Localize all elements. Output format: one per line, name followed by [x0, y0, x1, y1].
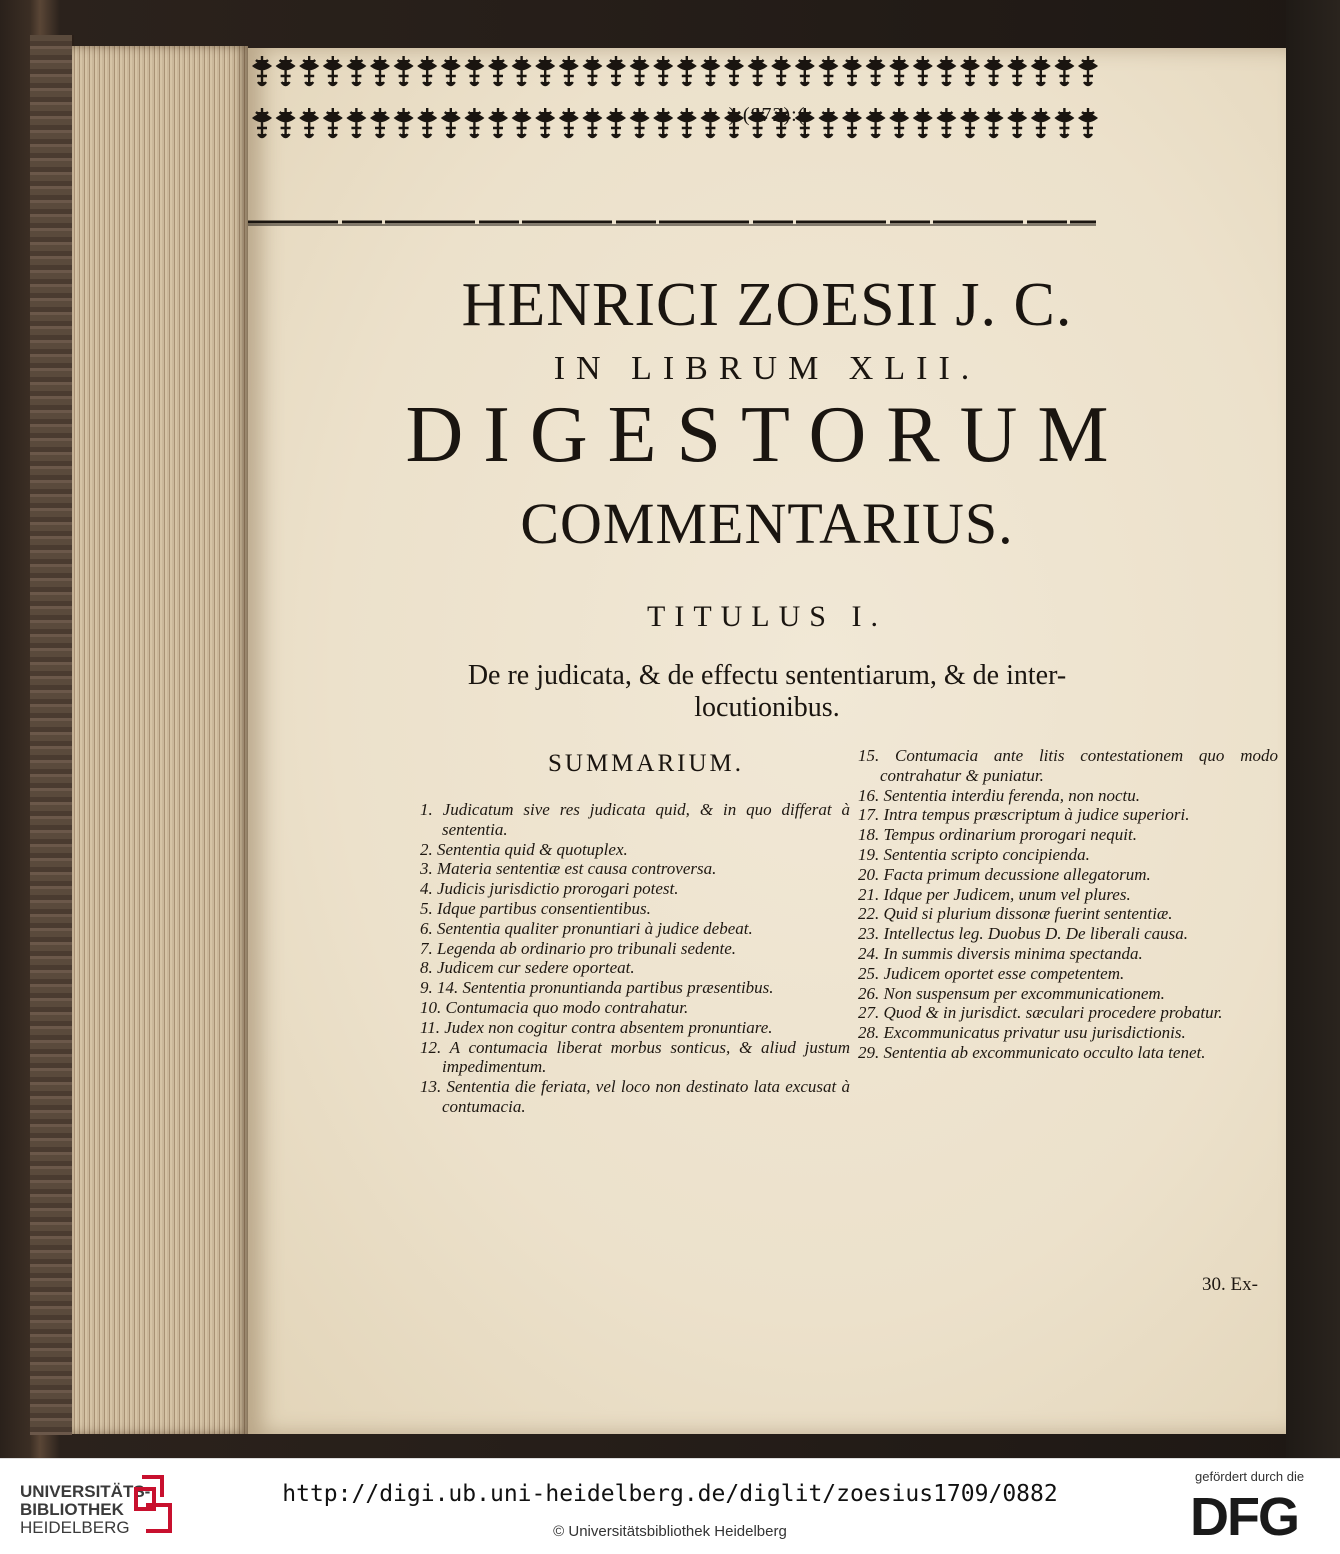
summary-entry: 12. A contumacia liberat morbus sonticus, & aliud justum impedimentum. — [420, 1037, 850, 1077]
summary-entry: 11. Judex non cogitur contra absentem pronuntiare. — [420, 1017, 773, 1037]
summary-entry: 15. Contumacia ante litis contestationem quo modo contrahatur & puniatur. — [858, 746, 1278, 785]
titulus-heading: TITULUS I. — [647, 600, 887, 633]
title-author: HENRICI ZOESII J. C. — [461, 271, 1073, 339]
summary-entry: 28. Excommunicatus privatur usu jurisdictionis. — [858, 1023, 1186, 1043]
book-page — [248, 48, 1286, 1434]
dfg-logo-icon: DFG — [1190, 1487, 1298, 1547]
decorative-ornament-band — [248, 48, 1106, 208]
summary-entry: 19. Sententia scripto concipienda. — [858, 844, 1090, 864]
copyright-notice: © Universitätsbibliothek Heidelberg — [553, 1523, 787, 1540]
summary-entry: 18. Tempus ordinarium prorogari nequit. — [858, 825, 1137, 845]
summary-entry: 7. Legenda ab ordinario pro tribunali sedente. — [420, 938, 737, 958]
catchword: 30. Ex- — [1202, 1274, 1258, 1295]
permalink-url[interactable]: http://digi.ub.uni-heidelberg.de/diglit/zoesius1709/0882 — [282, 1481, 1058, 1507]
summary-entry: 17. Intra tempus præscriptum à judice superiori. — [858, 805, 1190, 825]
scan-background — [1286, 0, 1340, 1458]
page-folio: ):(872):( — [728, 104, 806, 126]
summary-entry: 8. Judicem cur sedere oporteat. — [420, 958, 635, 978]
library-name-line-1: UNIVERSITÄTS- — [20, 1482, 151, 1501]
summary-entry: 23. Intellectus leg. Duobus D. De liberali causa. — [858, 924, 1189, 944]
summary-column-right — [858, 746, 1278, 1063]
summarium-heading: SUMMARIUM. — [548, 750, 745, 777]
summary-entry: 10. Contumacia quo modo contrahatur. — [420, 997, 689, 1017]
book-spine — [30, 35, 74, 1435]
page-edges — [72, 46, 248, 1434]
summary-entry: 27. Quod & in jurisdict. sæculari procedere probatur. — [858, 1003, 1223, 1023]
summary-entry: 3. Materia sententiæ est causa controversa. — [420, 859, 717, 879]
subtitle-line-2: locutionibus. — [694, 692, 840, 723]
summary-entry: 29. Sententia ab excommunicato occulto lata tenet. — [858, 1042, 1206, 1062]
summary-entry: 21. Idque per Judicem, unum vel plures. — [858, 884, 1131, 904]
summary-entry: 6. Sententia qualiter pronuntiari à judice debeat. — [420, 918, 753, 938]
summary-entry: 22. Quid si plurium dissonæ fuerint sententiæ. — [858, 904, 1173, 924]
title-commentarius: COMMENTARIUS. — [520, 491, 1014, 556]
summary-column-left — [420, 800, 850, 1117]
library-name-line-3: HEIDELBERG — [20, 1518, 130, 1537]
summary-entry: 25. Judicem oportet esse competentem. — [858, 963, 1125, 983]
summary-entry: 2. Sententia quid & quotuplex. — [420, 839, 628, 859]
library-name-line-2: BIBLIOTHEK — [20, 1500, 124, 1519]
footer-bar — [0, 1458, 1340, 1554]
summary-entry: 13. Sententia die feriata, vel loco non destinato lata excusat à contumacia. — [420, 1077, 850, 1116]
summary-entry: 9. 14. Sententia pronuntianda partibus præsentibus. — [420, 978, 774, 998]
summary-entry: 1. Judicatum sive res judicata quid, & in quo differat à sententia. — [420, 800, 850, 839]
title-digestorum: DIGESTORUM — [405, 391, 1129, 479]
summary-entry: 5. Idque partibus consentientibus. — [420, 898, 651, 918]
summary-entry: 20. Facta primum decussione allegatorum. — [858, 864, 1151, 884]
summary-entry: 26. Non suspensum per excommunicationem. — [858, 983, 1165, 1003]
subtitle-line-1: De re judicata, & de effectu sententiarum, & de inter- — [467, 660, 1067, 691]
horizontal-rule — [248, 220, 1096, 226]
summary-entry: 24. In summis diversis minima spectanda. — [858, 943, 1143, 963]
funder-label: gefördert durch die — [1195, 1469, 1305, 1484]
summary-entry: 16. Sententia interdiu ferenda, non noctu. — [858, 785, 1141, 805]
summary-entry: 4. Judicis jurisdictio prorogari potest. — [420, 879, 679, 899]
title-book: IN LIBRUM XLII. — [553, 350, 981, 387]
